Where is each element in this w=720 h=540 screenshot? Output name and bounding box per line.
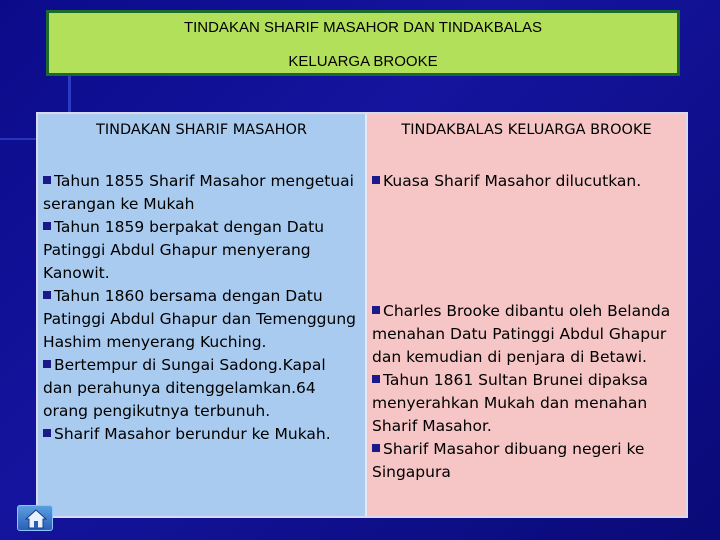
square-bullet-icon: [372, 306, 380, 314]
list-item: Tahun 1860 bersama dengan Datu Patinggi Abdul Ghapur dan Temenggung Hashim menyerang Kuching.: [43, 287, 356, 351]
square-bullet-icon: [43, 429, 51, 437]
square-bullet-icon: [372, 444, 380, 452]
list-item: Tahun 1855 Sharif Masahor mengetuai serangan ke Mukah: [43, 172, 354, 213]
list-item: Sharif Masahor berundur ke Mukah.: [43, 423, 357, 446]
square-bullet-icon: [372, 375, 380, 383]
square-bullet-icon: [43, 176, 51, 184]
square-bullet-icon: [372, 176, 380, 184]
list-item: Tahun 1859 berpakat dengan Datu Patinggi Abdul Ghapur menyerang Kanowit.: [43, 218, 325, 282]
list-item: Tahun 1861 Sultan Brunei dipaksa menyerahkan Mukah dan menahan Sharif Masahor.: [372, 371, 648, 435]
right-column: [367, 114, 686, 516]
title-line-1: TINDAKAN SHARIF MASAHOR DAN TINDAKBALAS: [183, 19, 543, 36]
square-bullet-icon: [43, 291, 51, 299]
left-item-list: [43, 170, 357, 446]
list-item: Bertempur di Sungai Sadong.Kapal dan perahunya ditenggelamkan.64 orang pengikutnya terbunuh.: [43, 356, 326, 420]
home-icon: [25, 509, 47, 529]
list-item: Charles Brooke dibantu oleh Belanda menahan Datu Patinggi Abdul Ghapur dan kemudian di penjara di Betawi.: [372, 302, 671, 366]
home-button[interactable]: [17, 505, 53, 531]
list-item: Sharif Masahor dibuang negeri ke Singapura: [372, 440, 645, 481]
right-item-list-top: [372, 170, 678, 193]
list-item: Kuasa Sharif Masahor dilucutkan.: [372, 170, 678, 193]
content-table: [36, 112, 688, 518]
left-column-heading: TINDAKAN SHARIF MASAHOR: [96, 122, 307, 138]
slide-title: [46, 10, 680, 76]
right-item-list-bottom: [372, 300, 678, 484]
title-line-2: KELUARGA BROOKE: [288, 53, 438, 70]
square-bullet-icon: [43, 222, 51, 230]
square-bullet-icon: [43, 360, 51, 368]
right-column-heading: TINDAKBALAS KELUARGA BROOKE: [401, 122, 652, 138]
left-column: [38, 114, 367, 516]
